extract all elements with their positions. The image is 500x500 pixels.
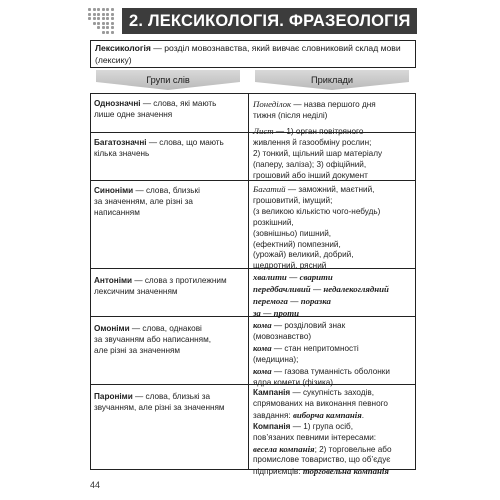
logo-dot xyxy=(106,26,109,29)
group-term: Багатозначні xyxy=(94,138,147,147)
homonym-word: кома xyxy=(253,342,272,353)
logo-dot xyxy=(88,13,91,16)
logo-dot xyxy=(102,22,105,25)
group-text: за звучанням або написанням, xyxy=(94,334,211,344)
logo-dot xyxy=(88,8,91,11)
logo-dot xyxy=(102,17,105,20)
logo-dot xyxy=(111,13,114,16)
example-text: грошовитий, імущий; xyxy=(253,195,333,205)
example-word: Понеділок xyxy=(253,99,292,109)
example-text: — газова туманність оболонки xyxy=(271,366,390,376)
table-row-group-cell xyxy=(94,186,246,219)
example-text: спрямованих на виконання певного xyxy=(253,398,388,408)
table-row-example-cell xyxy=(253,99,413,122)
group-text: написанням xyxy=(94,207,140,217)
example-text: (зовнішньо) пишний, xyxy=(253,228,332,238)
page-number: 44 xyxy=(90,480,101,490)
antonym-word: сварити xyxy=(299,272,333,282)
dash: — xyxy=(310,284,324,294)
example-text: (мовознавство) xyxy=(253,331,312,341)
paronym-word: Кампанія xyxy=(253,388,291,397)
chapter-title: 2. ЛЕКСИКОЛОГІЯ. ФРАЗЕОЛОГІЯ xyxy=(122,8,417,34)
example-text: — 1) група осіб, xyxy=(290,421,353,431)
antonym-word: проти xyxy=(273,307,300,318)
definition-text: — розділ мовознавства, який вивчає словниковий склад мови xyxy=(150,43,401,53)
example-word: Багатий xyxy=(253,184,286,194)
table-row-example-cell xyxy=(253,272,413,320)
logo-dot xyxy=(97,8,100,11)
logo-dot xyxy=(111,26,114,29)
table-column-divider xyxy=(248,93,249,470)
group-text: — слова, близькі xyxy=(133,186,200,195)
definition-term: Лексикологія xyxy=(95,43,151,53)
group-text: — слова, однакові xyxy=(129,324,202,333)
logo-dot xyxy=(106,17,109,20)
example-text: розкішний, xyxy=(253,217,294,227)
example-text: ; 2) торговельне або xyxy=(314,444,392,454)
group-text: за значенням, але різні за xyxy=(94,196,193,206)
example-text: грошовий або інший документ xyxy=(253,170,368,180)
logo-dot xyxy=(106,22,109,25)
group-text: але різні за значенням xyxy=(94,345,181,355)
example-text: — сукупність заходів, xyxy=(290,388,374,397)
paronym-word: Компанія xyxy=(253,421,291,431)
group-text: звучанням, але різні за значенням xyxy=(94,402,225,412)
group-text: — слова, які мають xyxy=(140,99,217,108)
logo-dot xyxy=(97,13,100,16)
example-text: щедротний, рясний xyxy=(253,261,327,271)
homonym-word: кома xyxy=(253,365,272,376)
example-text: (ефектний) помпезний, xyxy=(253,239,341,249)
example-phrase: весела компанія xyxy=(253,443,315,454)
column-header-label: Приклади xyxy=(311,75,353,85)
logo-dot xyxy=(93,22,96,25)
example-text: промислове товариство, що об’єдує xyxy=(253,455,391,465)
example-text: (урожай) великий, добрий, xyxy=(253,250,354,260)
example-text: підприємців: xyxy=(253,467,303,477)
logo-dot xyxy=(102,26,105,29)
logo-dot xyxy=(106,13,109,16)
column-header-label: Групи слів xyxy=(146,75,190,85)
logo-dot xyxy=(111,22,114,25)
table-row-example-cell xyxy=(253,388,413,478)
logo-dot xyxy=(102,31,105,34)
example-text: (з великою кількістю чого-небудь) xyxy=(253,206,381,216)
example-text: живлення й газообміну рослин; xyxy=(253,137,372,147)
logo-dot xyxy=(111,17,114,20)
example-text: 2) тонкий, щільний шар матеріалу xyxy=(253,148,383,158)
example-text: . xyxy=(361,410,365,420)
logo-dot xyxy=(106,8,109,11)
table-row-example-cell xyxy=(253,320,413,388)
group-text: лише одне значення xyxy=(94,109,173,119)
example-text: — заможний, маєтний, xyxy=(285,185,375,194)
logo-dot xyxy=(93,13,96,16)
antonym-word: за xyxy=(253,307,261,318)
example-word: Лист xyxy=(253,126,274,136)
logo-dot xyxy=(111,8,114,11)
example-phrase: торговельна компанія xyxy=(302,466,389,477)
definition-text-cont: (лексику) xyxy=(95,55,132,65)
dash: — xyxy=(260,308,274,318)
group-term: Однозначні xyxy=(94,99,141,108)
table-row-example-cell xyxy=(253,184,413,272)
logo-dot xyxy=(97,17,100,20)
group-term: Синоніми xyxy=(94,186,134,195)
group-term: Пароніми xyxy=(94,392,133,401)
example-text: пов’язаних певними інтересами: xyxy=(253,432,377,442)
example-text: ядра комети (фізика) xyxy=(253,377,333,387)
example-text: тижня (після неділі) xyxy=(253,110,328,120)
group-text: — слова з протилежним xyxy=(132,276,227,285)
logo-dot xyxy=(97,26,100,29)
example-text: — стан непритомності xyxy=(271,343,359,353)
definition-box xyxy=(90,40,416,68)
example-text: — розділовий знак xyxy=(271,321,346,330)
example-text: (медицина); xyxy=(253,354,299,364)
example-phrase: виборча кампанія xyxy=(292,409,362,420)
group-text: лексичним значенням xyxy=(94,286,178,296)
dash: — xyxy=(286,273,300,282)
logo-dots-icon xyxy=(88,8,116,36)
group-text: — слова, близькі за xyxy=(132,392,211,401)
column-header-groups xyxy=(96,70,240,90)
antonym-word: поразка xyxy=(300,295,331,306)
logo-dot xyxy=(102,13,105,16)
dash: — xyxy=(287,296,301,306)
antonym-word: хвалити xyxy=(253,272,287,282)
column-header-examples xyxy=(255,70,409,90)
table-row-group-cell xyxy=(94,392,246,414)
table-row-group-cell xyxy=(94,324,246,357)
example-text: — назва першого дня xyxy=(291,100,376,109)
antonym-word: перемога xyxy=(253,295,288,306)
logo-dot xyxy=(93,17,96,20)
example-text: завдання: xyxy=(253,410,293,420)
group-term: Антоніми xyxy=(94,276,133,285)
logo-dot xyxy=(106,31,109,34)
example-text: — 1) орган повітряного xyxy=(273,127,364,136)
logo-dot xyxy=(111,31,114,34)
logo-dot xyxy=(102,8,105,11)
logo-dot xyxy=(97,22,100,25)
group-text: — слова, що мають xyxy=(146,138,224,147)
table-row-group-cell xyxy=(94,99,246,121)
group-term: Омоніми xyxy=(94,324,130,333)
homonym-word: кома xyxy=(253,320,272,330)
table-row-group-cell xyxy=(94,276,246,298)
table-row-example-cell xyxy=(253,126,413,182)
group-text: кілька значень xyxy=(94,148,150,158)
antonym-word: недалекоглядний xyxy=(323,283,389,294)
antonym-word: передбачливий xyxy=(253,283,311,294)
logo-dot xyxy=(93,8,96,11)
logo-dot xyxy=(88,17,91,20)
table-row-group-cell xyxy=(94,138,246,160)
example-text: (паперу, заліза); 3) офіційний, xyxy=(253,159,367,169)
